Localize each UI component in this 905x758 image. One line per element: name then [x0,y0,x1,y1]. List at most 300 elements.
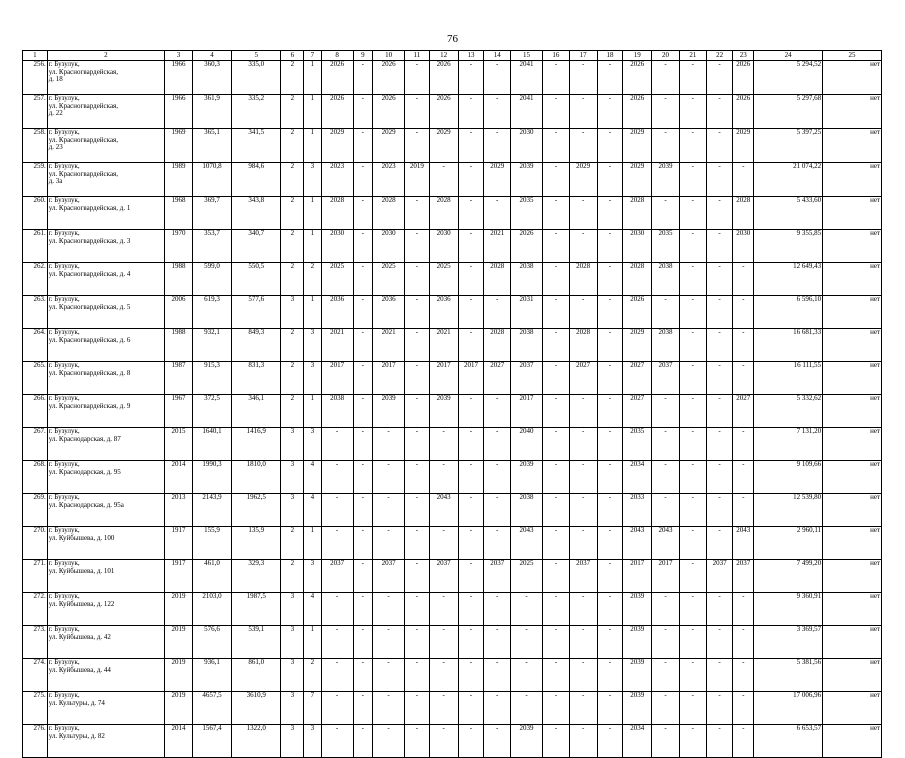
cell-col-12: 2026 [429,95,458,129]
cell-col-16: - [543,362,570,395]
cell-col-11: - [405,527,430,560]
cell-col-11: - [405,263,430,296]
address-cell [47,560,164,593]
cell-col-3: 1988 [165,263,193,296]
cell-col-10: - [373,626,405,659]
cell-col-13: - [458,593,484,626]
cell-col-23: - [733,725,754,758]
cell-col-11: - [405,395,430,428]
table-row [23,527,882,560]
cell-col-18: - [597,659,623,692]
cell-col-7: 1 [304,197,322,230]
cell-col-8: - [321,626,353,659]
cell-col-3: 1988 [165,329,193,362]
address-line: ул. Красногвардейская, д. 5 [48,302,131,311]
address-line: ул. Куйбышева, д. 122 [48,599,115,608]
cell-col-11: - [405,560,430,593]
cell-col-6: 3 [281,296,304,329]
row-number: 270. [23,527,48,560]
column-number-12: 12 [429,51,458,61]
cell-col-11: - [405,659,430,692]
cell-col-5: 3610,9 [232,692,281,725]
cell-col-21: - [679,163,706,197]
cell-col-19: 2039 [623,626,652,659]
column-number-11: 11 [405,51,430,61]
cell-col-13: - [458,329,484,362]
cell-col-16: - [543,494,570,527]
table-row [23,428,882,461]
cell-col-9: - [353,461,373,494]
cell-col-15: - [511,692,543,725]
cell-col-12: 2021 [429,329,458,362]
cell-col-23: - [733,494,754,527]
address-cell [47,428,164,461]
cell-col-16: - [543,263,570,296]
cell-col-21: - [679,129,706,163]
cell-col-21: - [679,263,706,296]
address-line: г. Бузулук, [48,658,80,666]
column-number-23: 23 [733,51,754,61]
cell-col-5: 1416,9 [232,428,281,461]
cell-col-14: - [484,725,511,758]
cell-col-23: - [733,329,754,362]
row-number: 273. [23,626,48,659]
cell-col-16: - [543,329,570,362]
cell-col-24: 9 360,91 [754,593,823,626]
row-number: 271. [23,560,48,593]
cell-col-4: 599,0 [192,263,231,296]
cell-col-12: - [429,461,458,494]
cell-col-9: - [353,129,373,163]
cell-col-17: 2037 [569,560,597,593]
cell-col-17: - [569,725,597,758]
cell-col-20: 2038 [652,329,680,362]
cell-col-20: - [652,129,680,163]
table-row [23,197,882,230]
cell-col-9: - [353,362,373,395]
cell-col-23: - [733,593,754,626]
cell-col-17: 2028 [569,263,597,296]
cell-col-5: 341,5 [232,129,281,163]
cell-col-14: - [484,95,511,129]
cell-col-8: 2021 [321,329,353,362]
cell-col-5: 346,1 [232,395,281,428]
cell-col-18: - [597,61,623,95]
cell-col-3: 2013 [165,494,193,527]
cell-col-21: - [679,296,706,329]
cell-col-14: - [484,527,511,560]
cell-col-8: 2030 [321,230,353,263]
cell-col-21: - [679,428,706,461]
cell-col-7: 1 [304,296,322,329]
cell-col-11: - [405,494,430,527]
cell-col-16: - [543,95,570,129]
cell-col-13: - [458,296,484,329]
cell-col-13: 2017 [458,362,484,395]
cell-col-20: - [652,395,680,428]
cell-col-23: - [733,626,754,659]
cell-col-11: - [405,626,430,659]
cell-col-10: - [373,725,405,758]
cell-col-3: 1989 [165,163,193,197]
cell-col-25: нет [823,725,882,758]
table-row [23,95,882,129]
cell-col-25: нет [823,626,882,659]
table-row [23,626,882,659]
cell-col-19: 2034 [623,461,652,494]
row-number: 262. [23,263,48,296]
address-line: ул. Красногвардейская, д. 4 [48,269,131,278]
cell-col-12: - [429,163,458,197]
cell-col-16: - [543,428,570,461]
cell-col-23: 2027 [733,395,754,428]
cell-col-25: нет [823,197,882,230]
cell-col-7: 3 [304,163,322,197]
cell-col-20: - [652,461,680,494]
cell-col-13: - [458,197,484,230]
cell-col-24: 16 111,55 [754,362,823,395]
cell-col-10: 2036 [373,296,405,329]
cell-col-25: нет [823,395,882,428]
cell-col-12: 2025 [429,263,458,296]
cell-col-10: - [373,428,405,461]
cell-col-14: - [484,428,511,461]
cell-col-25: нет [823,230,882,263]
cell-col-21: - [679,626,706,659]
address-line: д. 3а [48,177,63,185]
cell-col-23: - [733,163,754,197]
cell-col-19: 2026 [623,61,652,95]
cell-col-8: 2037 [321,560,353,593]
cell-col-18: - [597,626,623,659]
cell-col-17: - [569,296,597,329]
cell-col-22: - [706,263,733,296]
table-row [23,461,882,494]
cell-col-4: 361,9 [192,95,231,129]
cell-col-22: - [706,95,733,129]
cell-col-8: 2028 [321,197,353,230]
row-number: 264. [23,329,48,362]
cell-col-18: - [597,362,623,395]
cell-col-10: - [373,461,405,494]
cell-col-21: - [679,527,706,560]
cell-col-7: 4 [304,494,322,527]
address-line: г. Бузулук, [48,128,80,136]
cell-col-12: 2017 [429,362,458,395]
cell-col-17: - [569,659,597,692]
cell-col-21: - [679,230,706,263]
cell-col-3: 2019 [165,593,193,626]
cell-col-15: 2037 [511,362,543,395]
cell-col-21: - [679,692,706,725]
column-number-25: 25 [823,51,882,61]
cell-col-13: - [458,725,484,758]
cell-col-4: 155,9 [192,527,231,560]
column-number-7: 7 [304,51,322,61]
cell-col-20: - [652,197,680,230]
address-line: ул. Краснодарская, д. 95 [48,467,121,476]
cell-col-15: - [511,659,543,692]
cell-col-23: 2028 [733,197,754,230]
address-line: г. Бузулук, [48,526,80,534]
cell-col-14: - [484,692,511,725]
cell-col-8: - [321,494,353,527]
cell-col-25: нет [823,527,882,560]
cell-col-7: 3 [304,560,322,593]
cell-col-9: - [353,494,373,527]
cell-col-18: - [597,197,623,230]
cell-col-6: 2 [281,527,304,560]
cell-col-16: - [543,61,570,95]
cell-col-13: - [458,95,484,129]
cell-col-4: 619,3 [192,296,231,329]
table-row [23,725,882,758]
table-row [23,329,882,362]
cell-col-3: 1969 [165,129,193,163]
row-number: 259. [23,163,48,197]
cell-col-24: 12 539,80 [754,494,823,527]
cell-col-17: - [569,230,597,263]
cell-col-13: - [458,692,484,725]
address-line: г. Бузулук, [48,229,80,237]
cell-col-4: 360,3 [192,61,231,95]
cell-col-4: 1990,3 [192,461,231,494]
cell-col-11: - [405,61,430,95]
cell-col-7: 3 [304,428,322,461]
cell-col-6: 2 [281,163,304,197]
cell-col-11: - [405,129,430,163]
cell-col-11: - [405,230,430,263]
cell-col-6: 2 [281,329,304,362]
address-cell [47,197,164,230]
cell-col-15: 2038 [511,494,543,527]
row-number: 272. [23,593,48,626]
address-line: ул. Красногвардейская, д. 8 [48,368,131,377]
cell-col-10: - [373,527,405,560]
cell-col-6: 2 [281,129,304,163]
cell-col-24: 6 653,57 [754,725,823,758]
cell-col-13: - [458,61,484,95]
cell-col-21: - [679,593,706,626]
cell-col-14: 2037 [484,560,511,593]
address-cell [47,163,164,197]
cell-col-16: - [543,725,570,758]
cell-col-10: 2039 [373,395,405,428]
cell-col-5: 1987,5 [232,593,281,626]
cell-col-3: 2014 [165,461,193,494]
row-number: 258. [23,129,48,163]
cell-col-8: 2026 [321,61,353,95]
cell-col-12: 2043 [429,494,458,527]
cell-col-22: - [706,659,733,692]
address-line: ул. Красногвардейская, д. 6 [48,335,131,344]
cell-col-8: - [321,659,353,692]
cell-col-23: - [733,461,754,494]
cell-col-5: 335,0 [232,61,281,95]
cell-col-4: 915,3 [192,362,231,395]
cell-col-13: - [458,163,484,197]
cell-col-14: - [484,494,511,527]
row-number: 266. [23,395,48,428]
cell-col-25: нет [823,263,882,296]
cell-col-19: 2027 [623,395,652,428]
cell-col-8: - [321,593,353,626]
cell-col-18: - [597,129,623,163]
cell-col-13: - [458,129,484,163]
cell-col-25: нет [823,129,882,163]
cell-col-24: 5 433,60 [754,197,823,230]
cell-col-20: - [652,296,680,329]
cell-col-14: 2028 [484,329,511,362]
cell-col-16: - [543,197,570,230]
cell-col-21: - [679,329,706,362]
cell-col-22: - [706,494,733,527]
cell-col-9: - [353,61,373,95]
cell-col-12: 2028 [429,197,458,230]
cell-col-15: 2038 [511,329,543,362]
cell-col-12: 2029 [429,129,458,163]
cell-col-13: - [458,560,484,593]
column-number-17: 17 [569,51,597,61]
cell-col-18: - [597,395,623,428]
address-line: г. Бузулук, [48,196,80,204]
table-row [23,659,882,692]
cell-col-8: 2026 [321,95,353,129]
address-cell [47,129,164,163]
cell-col-3: 1966 [165,61,193,95]
column-number-24: 24 [754,51,823,61]
cell-col-10: 2021 [373,329,405,362]
cell-col-4: 461,0 [192,560,231,593]
cell-col-4: 4657,5 [192,692,231,725]
cell-col-16: - [543,296,570,329]
cell-col-16: - [543,230,570,263]
address-cell [47,61,164,95]
address-cell [47,494,164,527]
cell-col-20: - [652,692,680,725]
cell-col-23: 2026 [733,61,754,95]
cell-col-17: - [569,692,597,725]
cell-col-3: 1987 [165,362,193,395]
cell-col-25: нет [823,560,882,593]
cell-col-12: 2036 [429,296,458,329]
cell-col-4: 1070,8 [192,163,231,197]
cell-col-15: 2041 [511,61,543,95]
address-cell [47,659,164,692]
cell-col-8: - [321,428,353,461]
cell-col-5: 550,5 [232,263,281,296]
cell-col-22: - [706,428,733,461]
cell-col-20: - [652,61,680,95]
column-number-15: 15 [511,51,543,61]
cell-col-19: 2039 [623,593,652,626]
cell-col-19: 2026 [623,95,652,129]
cell-col-18: - [597,329,623,362]
cell-col-4: 369,7 [192,197,231,230]
cell-col-9: - [353,263,373,296]
cell-col-16: - [543,461,570,494]
cell-col-18: - [597,494,623,527]
cell-col-19: 2017 [623,560,652,593]
cell-col-17: 2028 [569,329,597,362]
cell-col-19: 2029 [623,163,652,197]
cell-col-25: нет [823,659,882,692]
cell-col-19: 2039 [623,692,652,725]
cell-col-20: 2039 [652,163,680,197]
address-line: ул. Культуры, д. 74 [48,698,105,707]
cell-col-23: 2043 [733,527,754,560]
cell-col-7: 1 [304,95,322,129]
cell-col-18: - [597,593,623,626]
cell-col-10: 2037 [373,560,405,593]
cell-col-11: - [405,329,430,362]
cell-col-3: 1970 [165,230,193,263]
cell-col-3: 1966 [165,95,193,129]
cell-col-12: - [429,692,458,725]
cell-col-17: - [569,428,597,461]
cell-col-14: 2029 [484,163,511,197]
cell-col-23: - [733,692,754,725]
cell-col-17: - [569,197,597,230]
row-number: 265. [23,362,48,395]
cell-col-18: - [597,461,623,494]
address-line: д. 18 [48,75,63,83]
cell-col-17: - [569,494,597,527]
cell-col-10: 2026 [373,95,405,129]
cell-col-9: - [353,725,373,758]
cell-col-9: - [353,428,373,461]
cell-col-24: 3 369,57 [754,626,823,659]
cell-col-23: 2037 [733,560,754,593]
address-line: ул. Куйбышева, д. 100 [48,533,115,542]
address-cell [47,362,164,395]
cell-col-23: - [733,296,754,329]
address-line: г. Бузулук, [48,328,80,336]
cell-col-10: - [373,494,405,527]
address-line: д. 22 [48,109,63,117]
cell-col-7: 3 [304,362,322,395]
cell-col-12: - [429,725,458,758]
cell-col-4: 1640,1 [192,428,231,461]
housing-register-table [22,50,882,758]
cell-col-4: 353,7 [192,230,231,263]
address-line: ул. Красногвардейская, [48,67,119,76]
cell-col-5: 577,6 [232,296,281,329]
cell-col-23: 2030 [733,230,754,263]
cell-col-25: нет [823,461,882,494]
cell-col-15: 2030 [511,129,543,163]
column-number-10: 10 [373,51,405,61]
cell-col-6: 3 [281,659,304,692]
cell-col-4: 1567,4 [192,725,231,758]
cell-col-20: - [652,725,680,758]
cell-col-6: 2 [281,362,304,395]
cell-col-15: - [511,593,543,626]
cell-col-7: 1 [304,626,322,659]
address-line: ул. Краснодарская, д. 95а [48,500,124,509]
cell-col-13: - [458,263,484,296]
cell-col-4: 936,1 [192,659,231,692]
column-number-1: 1 [23,51,48,61]
cell-col-9: - [353,230,373,263]
cell-col-3: 1917 [165,560,193,593]
cell-col-5: 849,3 [232,329,281,362]
cell-col-18: - [597,163,623,197]
cell-col-22: - [706,197,733,230]
cell-col-18: - [597,95,623,129]
cell-col-21: - [679,725,706,758]
address-cell [47,725,164,758]
